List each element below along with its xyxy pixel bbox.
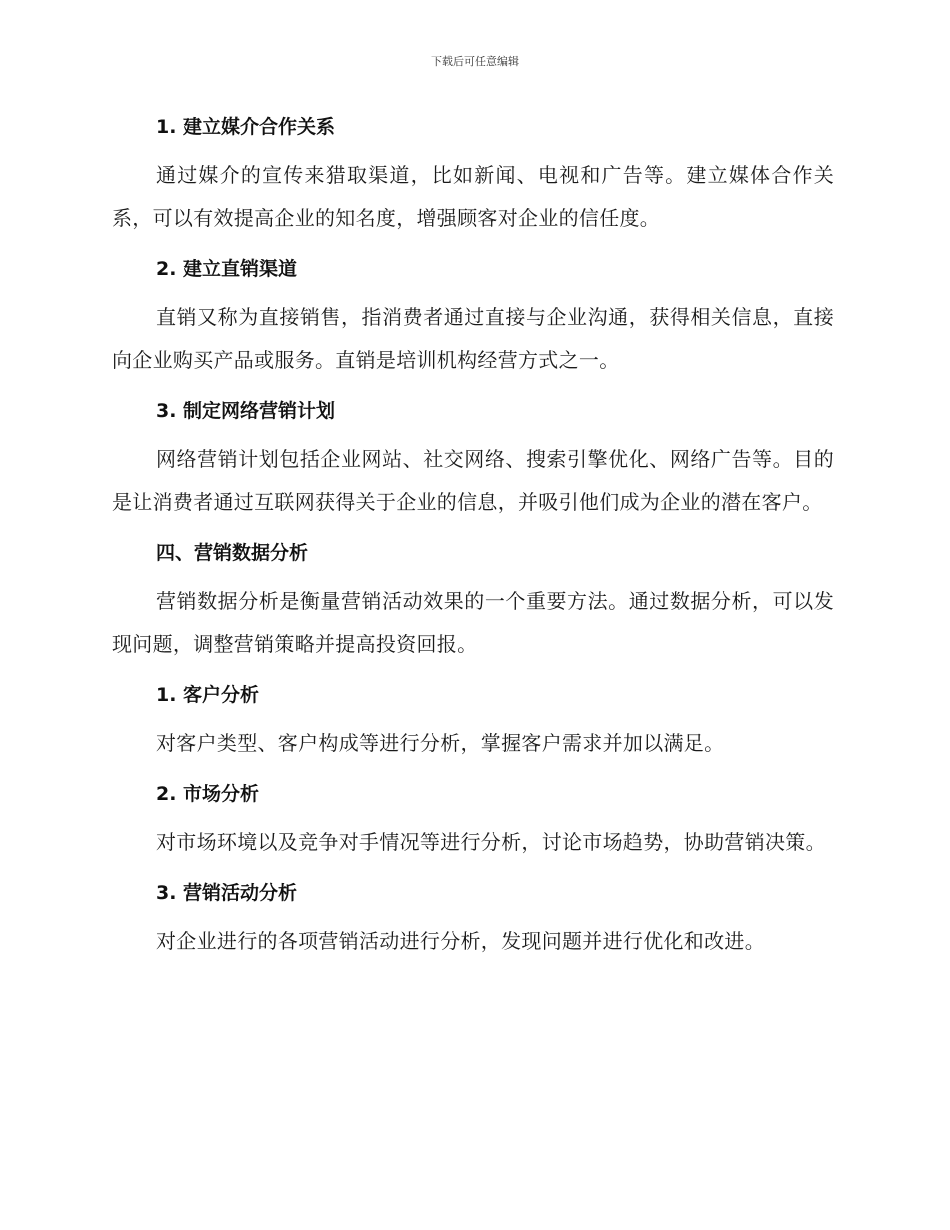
paragraph: 网络营销计划包括企业网站、社交网络、搜索引擎优化、网络广告等。目的是让消费者通过互联网获得关于企业的信息，并吸引他们成为企业的潜在客户。 [112,447,834,514]
paragraph: 对企业进行的各项营销活动进行分析，发现问题并进行优化和改进。 [156,929,765,953]
chapter-heading: 四、营销数据分析 [156,542,309,564]
paragraph: 通过媒介的宣传来猎取渠道，比如新闻、电视和广告等。建立媒体合作关系，可以有效提高企业的知名度，增强顾客对企业的信任度。 [112,163,834,230]
paragraph: 营销数据分析是衡量营销活动效果的一个重要方法。通过数据分析，可以发现问题，调整营销策略并提高投资回报。 [112,589,834,656]
paragraph: 直销又称为直接销售，指消费者通过直接与企业沟通，获得相关信息，直接向企业购买产品或服务。直销是培训机构经营方式之一。 [112,305,834,372]
section-heading: 2. 建立直销渠道 [156,258,298,280]
section-heading: 3. 制定网络营销计划 [156,400,336,422]
section-heading: 3. 营销活动分析 [156,882,298,904]
section-heading: 1. 建立媒介合作关系 [156,116,336,138]
header-note: 下载后可任意编辑 [431,55,519,68]
section-heading: 2. 市场分析 [156,783,260,805]
paragraph: 对客户类型、客户构成等进行分析，掌握客户需求并加以满足。 [156,731,725,755]
paragraph: 对市场环境以及竞争对手情况等进行分析，讨论市场趋势，协助营销决策。 [156,830,826,854]
document-body [112,112,834,963]
section-heading: 1. 客户分析 [156,684,260,706]
